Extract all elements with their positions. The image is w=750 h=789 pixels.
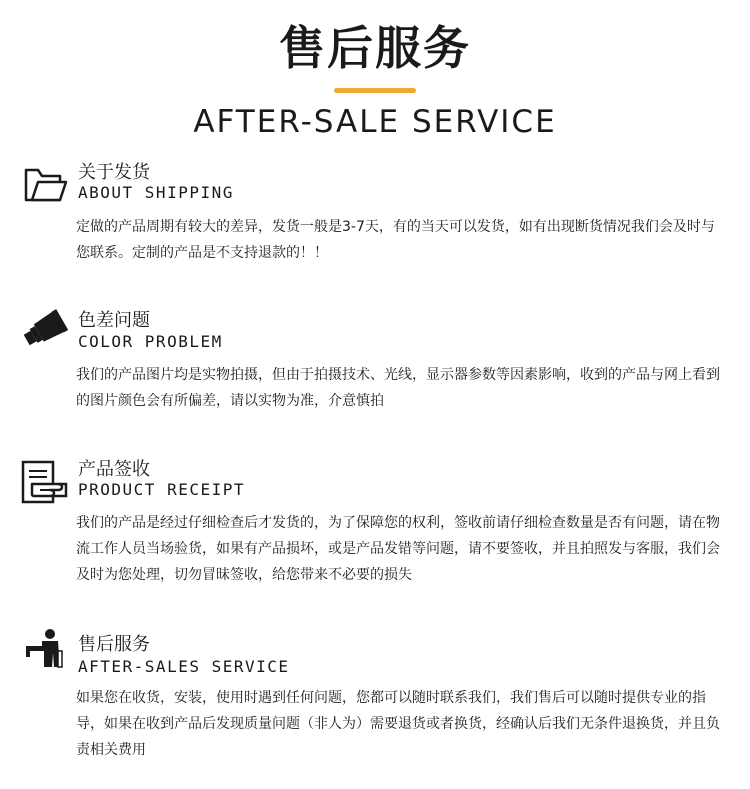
section-after-sales-service [0,625,750,775]
section-body: 定做的产品周期有较大的差异，发货一般是3-7天，有的当天可以发货，如有出现断货情况我们会及时与您联系。定制的产品是不支持退款的！！ [76,219,715,261]
section-title: 售后服务 [78,634,150,655]
page-title-english: AFTER-SALE SERVICE [193,104,557,140]
title-accent-bar [334,88,416,93]
section-body: 如果您在收货，安装，使用时遇到任何问题，您都可以随时联系我们，我们售后可以随时提供专业的指导，如果在收到产品后发现质量问题（非人为）需要退货或者换货，经确认后我们无条件退换货，并且负责相关费用 [76,690,720,758]
section-body: 我们的产品是经过仔细检查后才发货的，为了保障您的权利，签收前请仔细检查数量是否有问题，请在物流工作人员当场验货，如果有产品损坏，或是产品发错等问题，请不要签收，并且拍照发与客服，我们会及时为您处理，切勿冒昧签收，给您带来不必要的损失 [76,515,720,583]
section-title: 关于发货 [78,162,150,183]
section-title: 色差问题 [78,310,150,331]
service-person-icon [20,627,68,675]
section-product-receipt [0,450,750,600]
hand-receipt-icon [20,458,68,506]
section-subtitle: AFTER-SALES SERVICE [78,657,290,676]
section-about-shipping [0,150,750,280]
section-color-problem [0,300,750,430]
section-subtitle: ABOUT SHIPPING [78,183,234,202]
section-body: 我们的产品图片均是实物拍摄，但由于拍摄技术、光线，显示器参数等因素影响，收到的产品与网上看到的图片颜色会有所偏差，请以实物为准，介意慎拍 [76,367,720,409]
section-subtitle: COLOR PROBLEM [78,332,223,351]
page-title-chinese: 售后服务 [279,21,471,75]
folder-icon [20,160,68,208]
paint-tube-icon [20,306,68,354]
section-title: 产品签收 [78,459,150,480]
page-header [0,0,750,150]
section-subtitle: PRODUCT RECEIPT [78,480,245,499]
